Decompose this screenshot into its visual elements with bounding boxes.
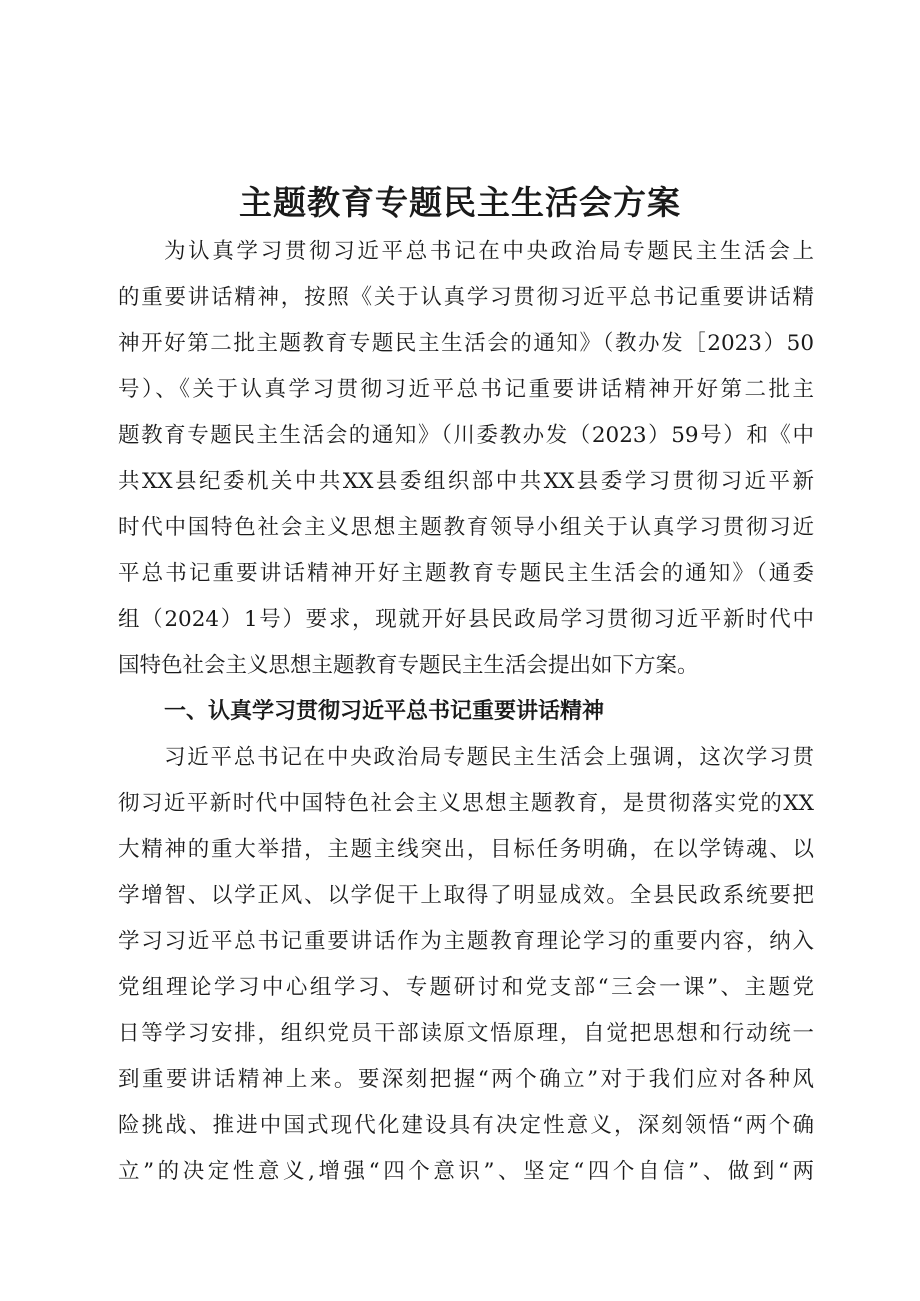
intro-line: 国特色社会主义思想主题教育专题民主生活会提出如下方案。 bbox=[118, 653, 699, 678]
section-heading: 一、认真学习贯彻习近平总书记重要讲话精神 bbox=[164, 699, 605, 724]
intro-line: 为认真学习贯彻习近平总书记在中央政治局专题民主生活会上 bbox=[164, 239, 814, 264]
section1-line: 习近平总书记在中央政治局专题民主生活会上强调，这次学习贯 bbox=[164, 745, 814, 770]
intro-line: 神开好第二批主题教育专题民主生活会的通知》（教办发［2023）50 bbox=[118, 331, 814, 356]
section1-line: 学增智、以学正风、以学促干上取得了明显成效。全县民政系统要把 bbox=[118, 883, 814, 908]
intro-line: 号）、《关于认真学习贯彻习近平总书记重要讲话精神开好第二批主 bbox=[118, 377, 814, 402]
intro-line: 组（2024）1号）要求，现就开好县民政局学习贯彻习近平新时代中 bbox=[118, 607, 814, 632]
intro-line: 平总书记重要讲话精神开好主题教育专题民主生活会的通知》（通委 bbox=[118, 561, 814, 586]
document-title: 主题教育专题民主生活会方案 bbox=[239, 183, 681, 222]
intro-line: 题教育专题民主生活会的通知》（川委教办发（2023）59号）和《中 bbox=[118, 423, 814, 448]
intro-line: 共XX县纪委机关中共XX县委组织部中共XX县委学习贯彻习近平新 bbox=[118, 469, 814, 494]
section1-line: 到重要讲话精神上来。要深刻把握“两个确立”对于我们应对各种风 bbox=[118, 1067, 814, 1092]
section1-line: 险挑战、推进中国式现代化建设具有决定性意义，深刻领悟“两个确 bbox=[118, 1113, 814, 1138]
section1-line: 日等学习安排，组织党员干部读原文悟原理，自觉把思想和行动统一 bbox=[118, 1021, 814, 1046]
section1-line: 立”的决定性意义,增强“四个意识”、坚定“四个自信”、做到“两 bbox=[118, 1159, 814, 1184]
intro-line: 的重要讲话精神，按照《关于认真学习贯彻习近平总书记重要讲话精 bbox=[118, 285, 814, 310]
section1-line: 党组理论学习中心组学习、专题研讨和党支部“三会一课”、主题党 bbox=[118, 975, 814, 1000]
section1-line: 彻习近平新时代中国特色社会主义思想主题教育，是贯彻落实党的XX bbox=[118, 791, 814, 816]
section1-line: 学习习近平总书记重要讲话作为主题教育理论学习的重要内容，纳入 bbox=[118, 929, 814, 954]
section1-line: 大精神的重大举措，主题主线突出，目标任务明确，在以学铸魂、以 bbox=[118, 837, 814, 862]
intro-line: 时代中国特色社会主义思想主题教育领导小组关于认真学习贯彻习近 bbox=[118, 515, 814, 540]
